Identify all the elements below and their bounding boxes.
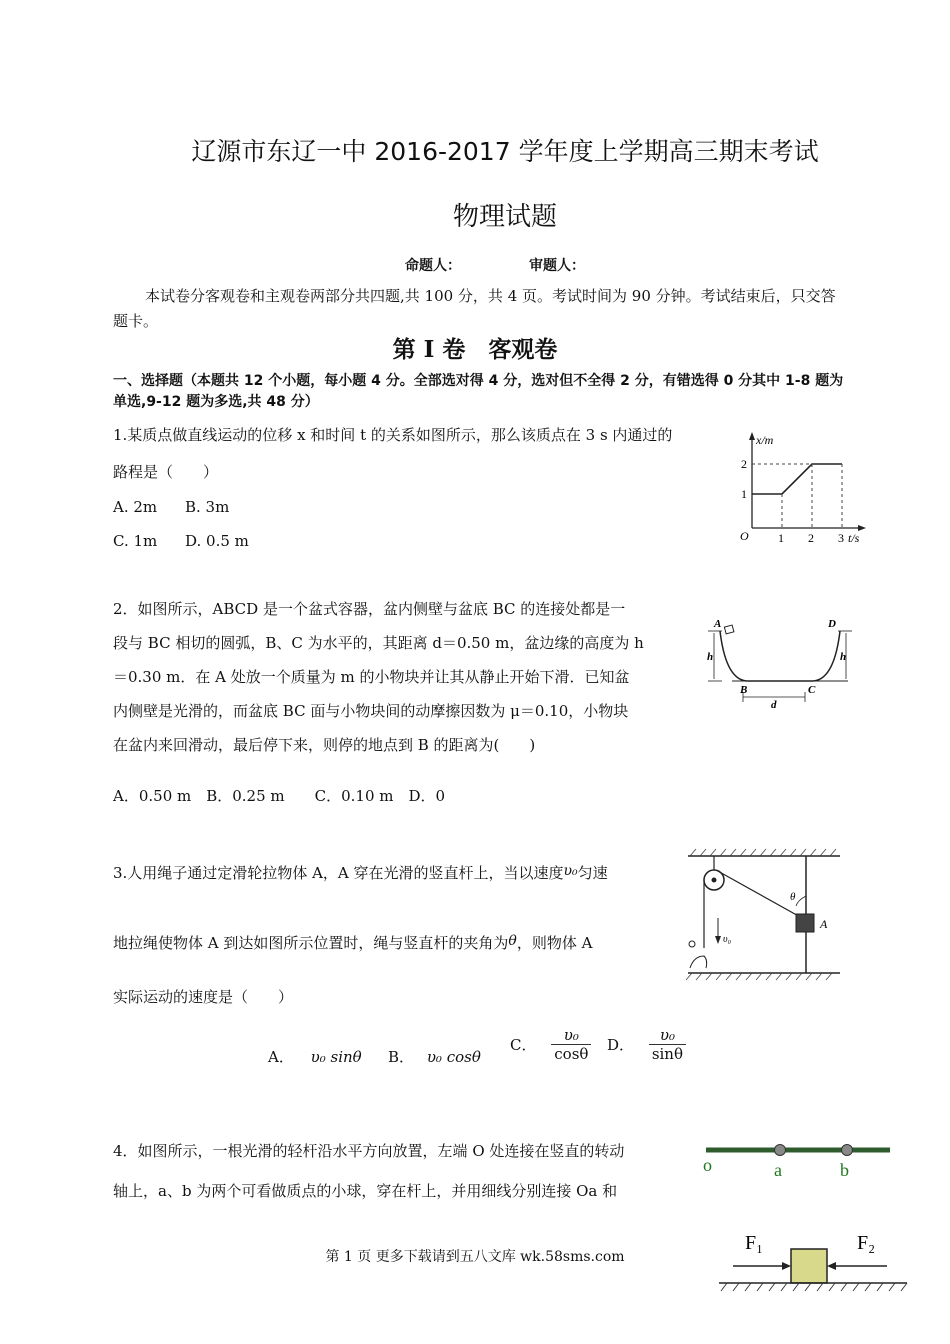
q1-ytick: 1 (741, 487, 747, 501)
q4-ball-b (842, 1145, 853, 1156)
q3-line3: 实际运动的速度是（ ） (113, 988, 294, 1006)
q3-fig-label-a: A (820, 917, 828, 931)
q3-block-a (796, 914, 814, 932)
q3-v0-inline: υ₀ (563, 863, 578, 879)
q3-line2-a: 地拉绳使物体 A 到达如图所示位置时，绳与竖直杆的夹角为 (113, 934, 509, 952)
q3-option-a-label: A． (268, 1048, 294, 1066)
q3-fig-v0: υ₀ (723, 934, 732, 945)
q4-line2: 轴上，a、b 为两个可看做质点的小球，穿在杆上，并用细线分别连接 Oa 和 (113, 1182, 618, 1200)
q1-option-c: C. 1m (113, 532, 158, 550)
q2-label-b: B (740, 684, 748, 696)
q3-option-c-fraction (551, 1026, 591, 1063)
q1-xtick: 3 (838, 531, 844, 545)
q3-option-c-denominator: cosθ (554, 1045, 589, 1063)
q2-label-a: A (714, 618, 722, 630)
q3-option-d-fraction (649, 1026, 686, 1063)
q4-rod-figure (700, 1138, 895, 1183)
q1-ylabel: x/m (756, 433, 774, 447)
q3-theta-inline: θ (508, 933, 517, 949)
q2-label-h-left: h (707, 651, 714, 663)
subject-title: 物理试题 (452, 202, 557, 232)
q2-line: 内侧壁是光滑的，而盆底 BC 面与小物块间的动摩擦因数为 μ＝0.10，小物块 (113, 702, 629, 720)
q2-line: 在盆内来回滑动，最后停下来，则停的地点到 B 的距离为( ) (113, 736, 536, 754)
page-footer: 第 1 页 更多下载请到五八文库 wk.58sms.com (325, 1249, 625, 1265)
q1-option-d: D. 0.5 m (185, 532, 249, 550)
reviewer-label: 审题人： (529, 258, 585, 274)
q3-pulley-figure (686, 848, 846, 988)
q2-basin-figure (700, 615, 860, 720)
q3-option-c-label: C． (510, 1036, 537, 1054)
q3-option-c (510, 1026, 591, 1063)
q3-option-c-numerator: υ₀ (551, 1026, 591, 1045)
q3-line2-b: ，则物体 A (516, 934, 593, 952)
q1-xtick: 2 (808, 531, 814, 545)
q3-line1-a: 3.人用绳子通过定滑轮拉物体 A，A 穿在光滑的竖直杆上，当以速度 (113, 864, 564, 882)
q3-line1 (113, 854, 608, 890)
q3-option-a-expr: υ₀ sinθ (310, 1048, 362, 1066)
q3-option-b-expr: υ₀ cosθ (426, 1048, 481, 1066)
q2-stem (113, 592, 683, 762)
q1-graph-line (752, 464, 842, 494)
q1-xlabel: t/s (848, 531, 860, 545)
q1-stem-line2: 路程是（ ） (113, 463, 219, 481)
q2-basin-profile (720, 631, 840, 681)
q2-line: 段与 BC 相切的圆弧，B、C 为水平的，其距离 d＝0.50 m，盆边缘的高度为 h (113, 634, 644, 652)
q4-label-o: o (703, 1155, 712, 1175)
q2-options: A．0.50 m B．0.25 m C．0.10 m D．0 (113, 787, 446, 805)
exam-title: 辽源市东辽一中 2016-2017 学年度上学期高三期末考试 (191, 137, 819, 166)
q3-option-d-label: D． (607, 1036, 635, 1054)
q1-xtick: 1 (778, 531, 784, 545)
q3-line1-b: 匀速 (577, 864, 608, 882)
q4-line1: 4．如图所示，一根光滑的轻杆沿水平方向放置，左端 O 处连接在竖直的转动 (113, 1142, 625, 1160)
q1-origin: O (740, 529, 749, 543)
intro-paragraph: 本试卷分客观卷和主观卷两部分共四题,共 100 分，共 4 页。考试时间为 90 分钟。考试结束后，只交答题卡。 (113, 287, 836, 330)
q1-displacement-graph (730, 428, 880, 548)
q3-option-d-denominator: sinθ (651, 1045, 683, 1063)
q3-line2 (113, 924, 592, 960)
q4-ball-a (775, 1145, 786, 1156)
author-line (405, 255, 585, 275)
q4-label-a: a (774, 1160, 782, 1180)
q3-fig-theta: θ (790, 891, 796, 903)
q1-option-a: A. 2m (113, 498, 158, 516)
q1-ytick: 2 (741, 457, 747, 471)
q2-line: 2．如图所示，ABCD 是一个盆式容器，盆内侧壁与盆底 BC 的连接处都是一 (113, 600, 626, 618)
q2-label-c: C (808, 684, 816, 696)
q2-label-d-dist: d (771, 699, 777, 711)
q3-option-b-label: B． (388, 1048, 415, 1066)
q3-option-d-numerator: υ₀ (649, 1026, 686, 1045)
force-label-f1: F₁ (745, 1232, 764, 1254)
q3-option-a (268, 1046, 362, 1067)
q3-option-b (388, 1046, 481, 1067)
q2-line: ＝0.30 m．在 A 处放一个质量为 m 的小物块并让其从静止开始下滑．已知盆 (113, 668, 630, 686)
force-label-f2: F₂ (857, 1232, 876, 1254)
q2-block (724, 625, 734, 634)
q1-stem-line1: 1.某质点做直线运动的位移 x 和时间 t 的关系如图所示，那么该质点在 3 s 内通过的 (113, 426, 673, 444)
q2-label-d: D (828, 618, 836, 630)
q1-option-b: B. 3m (185, 498, 230, 516)
q2-label-h-right: h (840, 651, 847, 663)
q4-label-b: b (840, 1160, 849, 1180)
section-title: 第 I 卷 客观卷 (392, 336, 558, 363)
q3-option-d (607, 1026, 686, 1063)
section-instructions: 一、选择题（本题共 12 个小题，每小题 4 分。全部选对得 4 分，选对但不全得 2 分，有错选得 0 分其中 1-8 题为单选,9-12 题为多选,共 48 分） (113, 373, 844, 410)
setter-label: 命题人： (405, 258, 461, 274)
